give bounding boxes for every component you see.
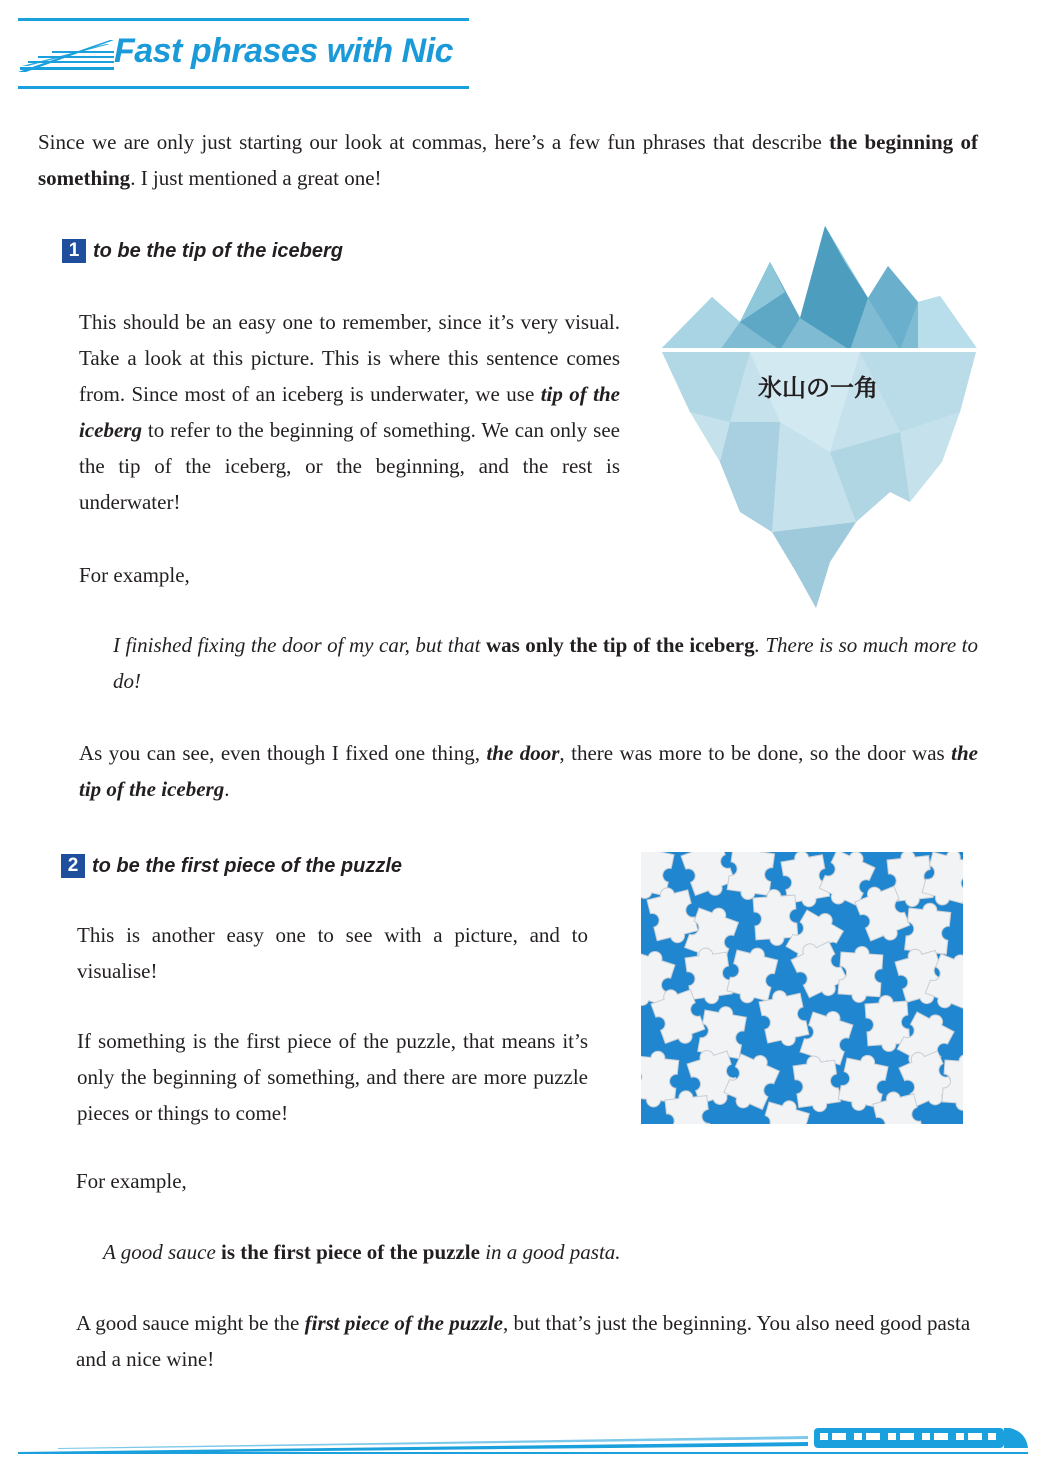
puzzle-photo	[641, 852, 963, 1124]
section-1-for-example: For example,	[79, 563, 190, 587]
section-1-explain-bold-1: the door	[486, 741, 560, 765]
section-2-example	[103, 1234, 621, 1270]
section-2-explain-text: A good sauce might be the	[76, 1311, 305, 1335]
section-1-title: to be the tip of the iceberg	[93, 239, 344, 262]
section-2-explanation	[76, 1305, 978, 1377]
section-2-title: to be the first piece of the puzzle	[92, 854, 403, 877]
section-1-example-text: I finished fixing the door of my car, but that	[113, 633, 486, 657]
intro-text: Since we are only just starting our look at commas, here’s a few fun phrases that describe	[38, 130, 830, 154]
section-1-paragraph	[79, 304, 620, 520]
iceberg-label: 氷山の一角	[758, 374, 878, 402]
header-bottom-rule	[18, 86, 469, 89]
section-1-text-end: to refer to the beginning of something. We can only see the tip of the iceberg, or the beginning, and the rest is underwater!	[79, 418, 620, 514]
intro-text-end: . I just mentioned a great one!	[130, 166, 382, 190]
intro-paragraph	[38, 124, 978, 196]
section-1-number: 1	[62, 239, 86, 263]
section-2-paragraph-2: If something is the first piece of the puzzle, that means it’s only the beginning of something, and there are more puzzle pieces or things to come!	[77, 1029, 588, 1125]
iceberg-illustration	[660, 222, 978, 608]
section-1-explain-text-3: .	[224, 777, 230, 801]
section-1-explanation	[79, 735, 978, 807]
intro-bold: the beginning of something	[38, 130, 978, 190]
section-1-explain-text: As you can see, even though I fixed one thing,	[79, 741, 487, 765]
page-title: Fast phrases with Nic	[114, 32, 454, 70]
section-2-paragraph-1: This is another easy one to see with a picture, and to visualise!	[77, 923, 588, 983]
section-1-bold: tip of the iceberg	[79, 382, 620, 442]
section-2-example-bold: is the first piece of the puzzle	[221, 1240, 480, 1264]
section-2-example-text-end: in a good pasta.	[479, 1240, 621, 1264]
section-1-explain-text-2: , there was more to be done, so the door was	[559, 741, 952, 765]
section-1-explain-bold-2: the tip of the iceberg	[79, 741, 978, 801]
section-2-for-example: For example,	[76, 1169, 187, 1193]
iceberg-icon	[660, 222, 978, 608]
footer-train-banner	[18, 1422, 1030, 1456]
section-2-number: 2	[61, 854, 85, 878]
train-icon	[814, 1428, 1028, 1448]
speed-lines-icon	[18, 36, 114, 78]
section-1-heading	[62, 239, 343, 263]
section-1-example-bold: was only the tip of the iceberg	[485, 633, 755, 657]
header-top-rule	[18, 18, 469, 21]
section-2-explain-bold: first piece of the puzzle	[304, 1311, 503, 1335]
section-2-example-text: A good sauce	[103, 1240, 222, 1264]
puzzle-pieces-icon	[641, 852, 963, 1124]
section-2-explain-text-end: , but that’s just the beginning. You also need good pasta and a nice wine!	[76, 1311, 971, 1371]
section-1-text: This should be an easy one to remember, since it’s very visual. Take a look at this picture. This is where this sentence comes from. Since most of an iceberg is underwater, we use	[79, 310, 620, 406]
section-1-example-text-end: . There is so much more to do!	[113, 633, 979, 693]
section-1-example	[113, 627, 978, 699]
section-2-heading	[61, 854, 402, 878]
